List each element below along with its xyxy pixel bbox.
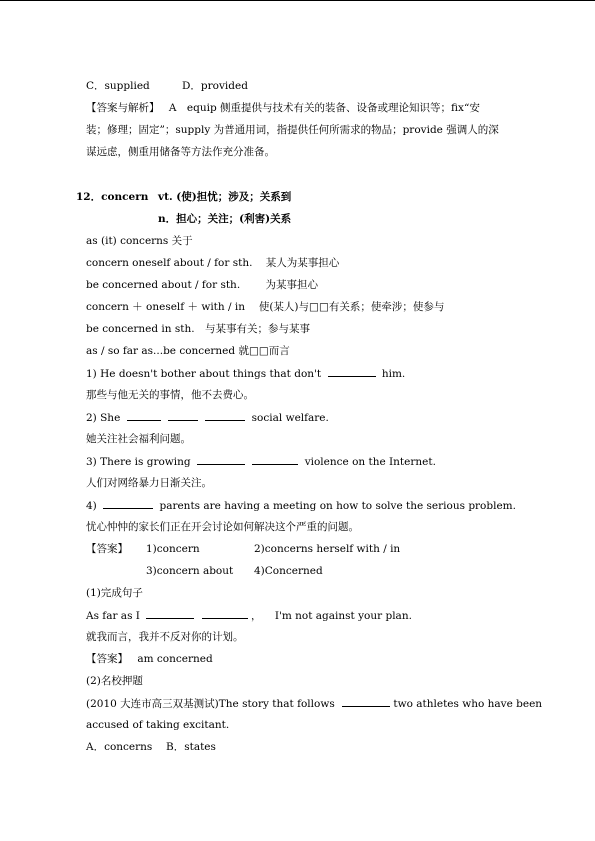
section-2-line-1-end: two athletes who have been	[393, 698, 543, 710]
section-1-sentence	[86, 608, 412, 623]
question-2-start: 2) She	[86, 412, 121, 424]
question-1-end: him.	[381, 368, 406, 380]
analysis-line-2: 装；修理；固定”；supply 为普通用词，指提供任何所需求的物品；provide 强调人的深	[86, 124, 499, 136]
answer-2: 2)concerns herself with / in	[254, 543, 401, 555]
answer-4: 4)Concerned	[254, 565, 323, 577]
section-1-title: (1)完成句子	[86, 587, 143, 599]
answer-blank	[202, 608, 248, 619]
phrase-2-zh: 某人为某事担心	[265, 257, 340, 269]
question-1-translation: 那些与他无关的事情，他不去费心。	[86, 389, 254, 401]
option-c: C．supplied	[86, 80, 150, 92]
answer-blank	[146, 608, 194, 619]
page-top-rule	[0, 0, 595, 1]
answer-blank	[197, 454, 245, 465]
section-1-answer	[86, 652, 213, 666]
analysis-tag: 【答案与解析】	[86, 102, 160, 114]
answer-blank	[127, 410, 161, 421]
answer-3: 3)concern about	[146, 565, 234, 577]
section-1-start: As far as I	[86, 610, 140, 622]
question-2	[86, 410, 329, 425]
answer-blank	[103, 498, 153, 509]
phrase-5: be concerned in sth. 与某事有关；参与某事	[86, 323, 311, 335]
phrase-1: as (it) concerns 关于	[86, 235, 193, 247]
option-b: B．states	[166, 741, 216, 753]
option-d: D．provided	[182, 80, 248, 92]
question-1-start: 1) He doesn't bother about things that don't	[86, 368, 322, 380]
section-2-title: (2)名校押题	[86, 675, 143, 687]
section-2-line-1	[86, 696, 542, 711]
section-1-translation: 就我而言，我并不反对你的计划。	[86, 631, 244, 643]
question-3	[86, 454, 436, 469]
question-4-translation: 忧心忡忡的家长们正在开会讨论如何解决这个严重的问题。	[86, 521, 359, 533]
question-1	[86, 366, 405, 381]
question-2-translation: 她关注社会福利问题。	[86, 433, 191, 445]
n-definition: n．担心；关注；(利害)关系	[158, 213, 292, 225]
answer-1: 1)concern	[146, 543, 200, 555]
answer-blank	[252, 454, 298, 465]
phrase-3	[86, 278, 318, 292]
section-2-line-1-start: (2010 大连市高三双基测试)The story that follows	[86, 698, 335, 710]
question-3-end: violence on the Internet.	[304, 456, 436, 468]
answer-blank	[168, 410, 198, 421]
phrase-4: concern ＋ oneself ＋ with / in 使(某人)与□□有关系；使牵涉；使参与	[86, 301, 445, 313]
question-4-start: 4)	[86, 500, 97, 512]
analysis-line-3: 谋远虑，侧重用储备等方法作充分准备。	[86, 146, 275, 158]
answer-blank	[342, 696, 390, 707]
phrase-6: as / so far as...be concerned 就□□而言	[86, 345, 290, 357]
question-3-translation: 人们对网络暴力日渐关注。	[86, 477, 212, 489]
section-1-answer-tag: 【答案】	[86, 653, 128, 665]
answer-blank	[328, 366, 376, 377]
answer-tag: 【答案】	[86, 543, 128, 555]
section-2-line-2: accused of taking excitant.	[86, 719, 230, 731]
phrase-3-zh: 为某事担心	[265, 279, 319, 291]
phrase-2	[86, 256, 339, 270]
question-3-start: 3) There is growing	[86, 456, 191, 468]
vt-definition: vt. (使)担忧；涉及；关系到	[158, 191, 292, 203]
answer-blank	[205, 410, 245, 421]
question-4	[86, 498, 516, 513]
analysis-line-1	[86, 101, 480, 115]
analysis-text-1: A equip 侧重提供与技术有关的装备、设备或理论知识等；fix“安	[168, 102, 480, 114]
option-a: A．concerns	[86, 741, 153, 753]
question-4-end: parents are having a meeting on how to solve the serious problem.	[159, 500, 516, 512]
section-1-comma: ，	[250, 610, 262, 622]
question-2-end: social welfare.	[251, 412, 329, 424]
phrase-2-en: concern oneself about / for sth.	[86, 257, 253, 269]
item-number-word: 12．concern	[76, 191, 149, 203]
section-1-answer-text: am concerned	[137, 653, 213, 665]
phrase-3-en: be concerned about / for sth.	[86, 279, 241, 291]
section-1-end: I'm not against your plan.	[274, 610, 412, 622]
